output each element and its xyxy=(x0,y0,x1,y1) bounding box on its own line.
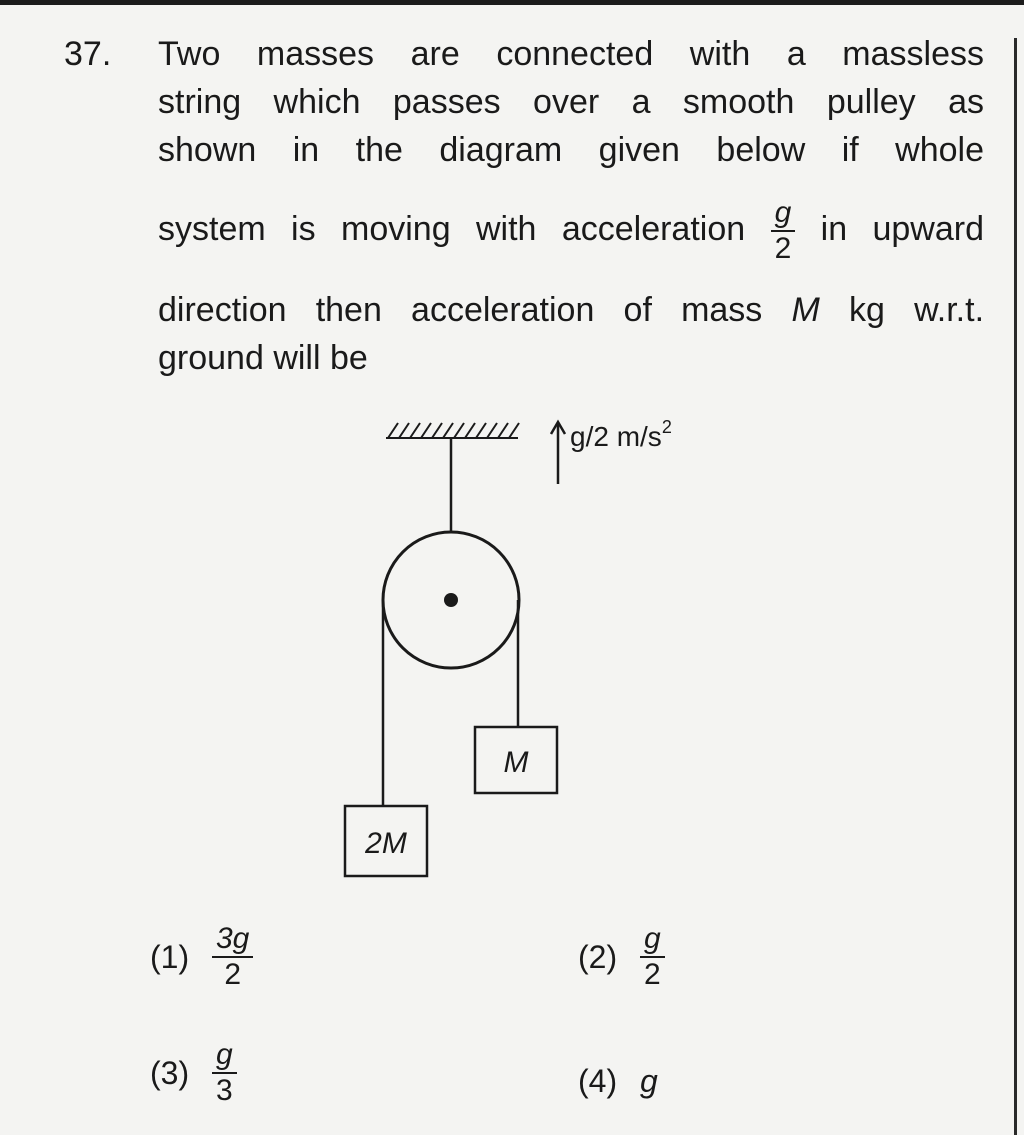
fraction-numerator: g xyxy=(771,196,796,232)
question-line-5-start: direction then acceleration of mass xyxy=(158,291,763,329)
option-1-label: (1) xyxy=(150,939,190,975)
option-1-denominator: 2 xyxy=(224,958,242,991)
option-3-denominator: 3 xyxy=(216,1074,233,1107)
question-line-5-end: kg w.r.t. xyxy=(849,291,985,329)
option-1[interactable] xyxy=(150,922,253,992)
option-4[interactable] xyxy=(578,1058,658,1101)
question-number: 37. xyxy=(64,35,112,73)
question-line-1: Two masses are connected with a massless xyxy=(158,35,984,73)
option-4-label: (4) xyxy=(578,1062,618,1099)
question-line-6: ground will be xyxy=(158,339,368,377)
pulley-axle xyxy=(444,593,458,607)
option-1-fraction xyxy=(212,922,253,992)
fraction-denominator: 2 xyxy=(774,232,792,265)
ceiling-hatch xyxy=(386,423,519,438)
mass-variable: M xyxy=(791,291,820,329)
question-line-4-start: system is moving with acceleration xyxy=(158,209,746,248)
acceleration-arrow xyxy=(551,422,565,484)
block-2M-label: 2M xyxy=(365,827,407,860)
option-3-label: (3) xyxy=(150,1055,190,1091)
option-1-numerator: 3g xyxy=(212,922,253,958)
option-2-numerator: g xyxy=(640,922,665,958)
option-2-fraction xyxy=(640,922,665,992)
question-line-2: string which passes over a smooth pulley as xyxy=(158,83,984,121)
option-2-label: (2) xyxy=(578,939,618,975)
option-3-fraction xyxy=(212,1038,237,1108)
acceleration-value: g/2 m/s xyxy=(570,421,662,452)
option-2[interactable] xyxy=(578,922,665,992)
option-3-numerator: g xyxy=(212,1038,237,1074)
block-M-label: M xyxy=(503,746,529,779)
acceleration-label xyxy=(570,417,672,452)
option-4-value: g xyxy=(640,1062,658,1099)
option-2-denominator: 2 xyxy=(644,958,661,991)
option-3[interactable] xyxy=(150,1038,237,1108)
question-line-4-end: in upward xyxy=(820,209,984,248)
acceleration-exponent: 2 xyxy=(661,417,672,437)
question-line-3: shown in the diagram given below if whole xyxy=(158,131,984,169)
